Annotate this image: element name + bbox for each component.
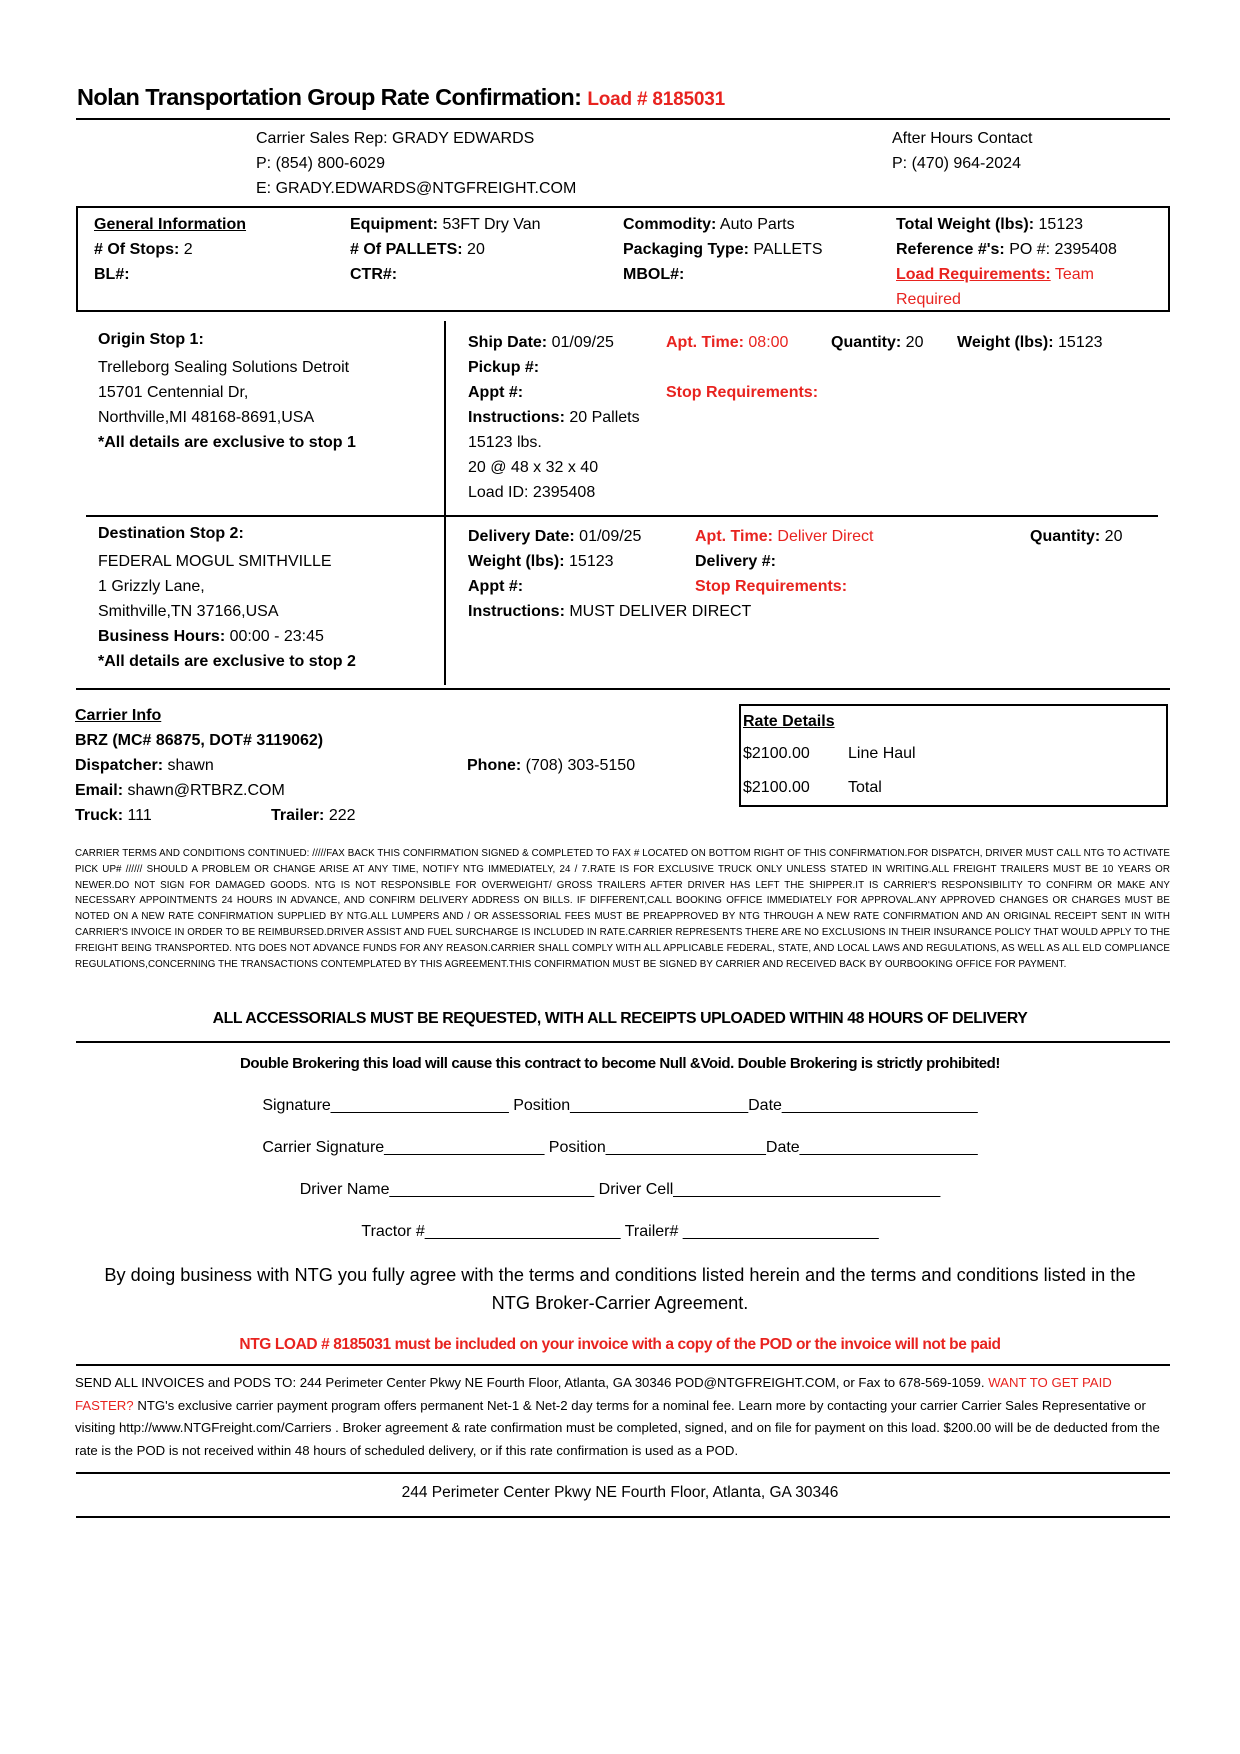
truck bbox=[75, 807, 152, 825]
load-requirements-value: Team bbox=[1054, 266, 1094, 283]
sales-phone: P: (854) 800-6029 bbox=[256, 155, 385, 172]
rate-label-line-haul: Line Haul bbox=[848, 745, 916, 762]
carrier-email bbox=[75, 782, 285, 800]
rate-details-heading: Rate Details bbox=[743, 713, 835, 730]
reference bbox=[896, 241, 1117, 259]
footer-bottom-divider bbox=[76, 1516, 1170, 1518]
carrier-email-label: Email: bbox=[75, 782, 124, 799]
rate-label-total: Total bbox=[848, 779, 882, 796]
delivery-number-label: Delivery #: bbox=[695, 553, 776, 570]
packaging-value: PALLETS bbox=[753, 241, 823, 258]
destination-apt-time bbox=[695, 528, 873, 546]
reference-label: Reference #'s: bbox=[896, 241, 1005, 258]
pallets-label: # Of PALLETS: bbox=[350, 241, 463, 258]
total-weight-label: Total Weight (lbs): bbox=[896, 216, 1035, 233]
origin-instructions-line4: Load ID: 2395408 bbox=[468, 484, 596, 501]
origin-stop-requirements: Stop Requirements: bbox=[666, 384, 819, 401]
origin-appt-label: Appt #: bbox=[468, 384, 524, 401]
destination-address2: Smithville,TN 37166,USA bbox=[98, 603, 279, 620]
origin-apt-time bbox=[666, 334, 788, 352]
origin-quantity bbox=[831, 334, 923, 352]
origin-weight-value: 15123 bbox=[1058, 334, 1103, 351]
total-weight bbox=[896, 216, 1083, 234]
total-weight-value: 15123 bbox=[1038, 216, 1084, 233]
carrier-phone-label: Phone: bbox=[467, 757, 522, 774]
business-hours-label: Business Hours: bbox=[98, 628, 226, 645]
equipment bbox=[350, 216, 541, 234]
mbol-label: MBOL#: bbox=[623, 266, 685, 283]
stops-column-divider bbox=[444, 321, 446, 685]
stops-count bbox=[94, 241, 193, 259]
equipment-value: 53FT Dry Van bbox=[442, 216, 541, 233]
footer-address: 244 Perimeter Center Pkwy NE Fourth Floor, Atlanta, GA 30346 bbox=[401, 1484, 839, 1501]
invoice-instructions bbox=[75, 1372, 1170, 1462]
double-brokering-notice: Double Brokering this load will cause this contract to become Null &Void. Double Brokering is strictly prohibited! bbox=[239, 1055, 1001, 1072]
origin-instructions-line3: 20 @ 48 x 32 x 40 bbox=[468, 459, 599, 476]
delivery-date-value: 01/09/25 bbox=[579, 528, 642, 545]
rate-amount-total: $2100.00 bbox=[743, 779, 810, 796]
origin-instructions-line2: 15123 lbs. bbox=[468, 434, 542, 451]
carrier-email-value: shawn@RTBRZ.COM bbox=[127, 782, 285, 799]
origin-address1: 15701 Centennial Dr, bbox=[98, 384, 249, 401]
carrier-id: BRZ (MC# 86875, DOT# 3119062) bbox=[75, 732, 324, 749]
origin-name: Trelleborg Sealing Solutions Detroit bbox=[98, 359, 350, 376]
sales-email: E: GRADY.EDWARDS@NTGFREIGHT.COM bbox=[256, 180, 577, 197]
load-requirements-value-line2: Required bbox=[896, 291, 961, 308]
destination-instructions-value: MUST DELIVER DIRECT bbox=[569, 603, 752, 620]
destination-apt-time-label: Apt. Time: bbox=[695, 528, 773, 545]
after-hours-phone: P: (470) 964-2024 bbox=[892, 155, 1021, 172]
signature-line[interactable]: Signature____________________ Position____________________Date______________________ bbox=[262, 1097, 978, 1114]
origin-address2: Northville,MI 48168-8691,USA bbox=[98, 409, 315, 426]
stops-value: 2 bbox=[183, 241, 193, 258]
dispatcher bbox=[75, 757, 214, 775]
general-info-heading: General Information bbox=[94, 216, 247, 233]
trailer-label: Trailer: bbox=[271, 807, 325, 824]
carrier-phone-value: (708) 303-5150 bbox=[525, 757, 636, 774]
commodity bbox=[623, 216, 795, 234]
title-divider bbox=[76, 118, 1170, 120]
destination-weight-value: 15123 bbox=[569, 553, 614, 570]
destination-address1: 1 Grizzly Lane, bbox=[98, 578, 205, 595]
page-title bbox=[77, 84, 725, 111]
load-number: Load # 8185031 bbox=[587, 89, 725, 110]
load-requirements bbox=[896, 266, 1094, 284]
rate-amount-line-haul: $2100.00 bbox=[743, 745, 810, 762]
delivery-date bbox=[468, 528, 641, 546]
dispatcher-label: Dispatcher: bbox=[75, 757, 164, 774]
stops-label: # Of Stops: bbox=[94, 241, 180, 258]
commodity-value: Auto Parts bbox=[719, 216, 795, 233]
origin-instructions bbox=[468, 409, 640, 427]
send-invoices-text: SEND ALL INVOICES and PODS TO: 244 Perimeter Center Pkwy NE Fourth Floor, Atlanta, GA 30346 POD@NTGFREIGHT.COM, or Fax to 678-569-1059. bbox=[75, 1375, 985, 1390]
destination-quantity-label: Quantity: bbox=[1030, 528, 1101, 545]
accessorials-notice: ALL ACCESSORIALS MUST BE REQUESTED, WITH ALL RECEIPTS UPLOADED WITHIN 48 HOURS OF DELIVERY bbox=[212, 1010, 1028, 1027]
tractor-trailer-line[interactable]: Tractor #______________________ Trailer# ______________________ bbox=[361, 1223, 879, 1240]
stops-divider bbox=[86, 515, 1158, 517]
destination-quantity bbox=[1030, 528, 1122, 546]
load-requirements-label: Load Requirements: bbox=[896, 266, 1051, 283]
carrier-divider bbox=[76, 688, 1170, 690]
origin-instructions-label: Instructions: bbox=[468, 409, 565, 426]
origin-apt-time-label: Apt. Time: bbox=[666, 334, 744, 351]
ship-date-value: 01/09/25 bbox=[551, 334, 614, 351]
agreement-line2: NTG Broker-Carrier Agreement. bbox=[491, 1293, 749, 1313]
driver-line[interactable]: Driver Name_______________________ Driver Cell______________________________ bbox=[299, 1181, 941, 1198]
destination-weight bbox=[468, 553, 614, 571]
truck-label: Truck: bbox=[75, 807, 124, 824]
destination-instructions bbox=[468, 603, 751, 621]
document-title: Nolan Transportation Group Rate Confirmation: bbox=[77, 84, 582, 110]
origin-weight bbox=[957, 334, 1103, 352]
payment-program-text: NTG's exclusive carrier payment program offers permanent Net-1 & Net-2 day terms for a nominal fee. Learn more by contacting your carrier Carrier Sales Representative or visiting http://www.NTGFreight.com/Carriers . Broker agreement & rate confirmation must be completed, signed, and on file for payment on this load. $200.00 will be de deducted from the rate is the POD is not received within 48 hours of scheduled delivery, or if this rate confirmation is used as a POD. bbox=[75, 1397, 1160, 1458]
ship-date bbox=[468, 334, 614, 352]
packaging-label: Packaging Type: bbox=[623, 241, 749, 258]
reference-value: PO #: 2395408 bbox=[1009, 241, 1117, 258]
business-hours-value: 00:00 - 23:45 bbox=[229, 628, 324, 645]
origin-weight-label: Weight (lbs): bbox=[957, 334, 1054, 351]
destination-apt-time-value: Deliver Direct bbox=[777, 528, 874, 545]
origin-quantity-value: 20 bbox=[905, 334, 924, 351]
origin-exclusive: *All details are exclusive to stop 1 bbox=[98, 434, 356, 451]
destination-instructions-label: Instructions: bbox=[468, 603, 565, 620]
sales-rep: Carrier Sales Rep: GRADY EDWARDS bbox=[256, 130, 535, 147]
dispatcher-value: shawn bbox=[167, 757, 214, 774]
carrier-heading: Carrier Info bbox=[75, 707, 162, 724]
destination-quantity-value: 20 bbox=[1104, 528, 1123, 545]
destination-heading: Destination Stop 2: bbox=[98, 525, 244, 542]
pallets bbox=[350, 241, 485, 259]
agreement-line1: By doing business with NTG you fully agree with the terms and conditions listed herein and the terms and conditions listed in the bbox=[104, 1265, 1136, 1285]
destination-weight-label: Weight (lbs): bbox=[468, 553, 565, 570]
commodity-label: Commodity: bbox=[623, 216, 717, 233]
terms-and-conditions: CARRIER TERMS AND CONDITIONS CONTINUED: /////FAX BACK THIS CONFIRMATION SIGNED & COMPLETED TO FAX # LOCATED ON BOTTOM RIGHT OF THIS CONFIRMATION.FOR DISPATCH, DRIVER MUST CALL NTG TO ACTIVATE PICK UP# ////// SHOULD A PROBLEM OR CHANGE ARISE AT ANY TIME, NOTIFY NTG IMMEDIATELY, 24 / 7.RATE IS FOR EXCLUSIVE TRUCK ONLY UNLESS STATED IN WRITING.ALL FREIGHT TRAILERS MUST BE 10 YEARS OR NEWER.DO NOT SIGN FOR DAMAGED GOODS. NTG IS NOT RESPONSIBLE FOR OVERWEIGHT/ GROSS TRAILERS AFTER DRIVER HAS LEFT THE SHIPPER.IT IS CARRIER'S RESPONSIBILITY TO CONFIRM OR MAKE ANY NECESSARY APPOINTMENTS 24 HOURS IN ADVANCE, AND CONFIRM DELIVERY ADDRESS ON BILLS. IF DIFFERENT,CALL BOOKING OFFICE IMMEDIATELY FOR APPROVAL.ANY APPROVED CHANGES OR CHARGES MUST BE NOTED ON A NEW RATE CONFIRMATION SUPPLIED BY NTG.ALL LUMPERS AND / OR ASSESSORIAL FEES MUST BE PREAPPROVED BY NTG THROUGH A NEW RATE CONFIRMATION AND AN ORIGINAL RECEIPT SENT IN WITH CARRIER'S INVOICE IN ORDER TO BE REIMBURSED.DRIVER ASSIST AND FUEL SURCHARGE IS INCLUDED IN RATE.CARRIER REPRESENTS THERE ARE NO EXCLUSIONS IN THEIR INSURANCE POLICY THAT WOULD APPLY TO THE FREIGHT BEING TRANSPORTED. NTG DOES NOT ADVANCE FUNDS FOR ANY REASON.CARRIER SHALL COMPLY WITH ALL APPLICABLE FEDERAL, STATE, AND LOCAL LAWS AND REGULATIONS, AS WELL AS ALL ELD COMPLIANCE REGULATIONS,CONCERNING THE TRANSACTIONS CONTEMPLATED BY THIS AGREEMENT.THIS CONFIRMATION MUST BE SIGNED BY CARRIER AND RECEIVED BACK BY OURBOOKING OFFICE FOR PAYMENT. bbox=[75, 848, 1170, 970]
footer-top-divider bbox=[76, 1364, 1170, 1366]
destination-exclusive: *All details are exclusive to stop 2 bbox=[98, 653, 356, 670]
pickup-label: Pickup #: bbox=[468, 359, 540, 376]
footer-middle-divider bbox=[76, 1472, 1170, 1474]
delivery-date-label: Delivery Date: bbox=[468, 528, 575, 545]
packaging bbox=[623, 241, 823, 259]
origin-quantity-label: Quantity: bbox=[831, 334, 902, 351]
equipment-label: Equipment: bbox=[350, 216, 438, 233]
destination-stop-requirements: Stop Requirements: bbox=[695, 578, 848, 595]
notice-divider bbox=[76, 1041, 1170, 1043]
invoice-notice: NTG LOAD # 8185031 must be included on your invoice with a copy of the POD or the invoice will not be paid bbox=[239, 1336, 1001, 1353]
truck-value: 111 bbox=[127, 807, 152, 824]
ctr-label: CTR#: bbox=[350, 266, 398, 283]
ship-date-label: Ship Date: bbox=[468, 334, 548, 351]
trailer-value: 222 bbox=[328, 807, 356, 824]
trailer bbox=[271, 807, 356, 825]
origin-apt-time-value: 08:00 bbox=[748, 334, 789, 351]
business-hours bbox=[98, 628, 324, 646]
destination-appt-label: Appt #: bbox=[468, 578, 524, 595]
origin-instructions-value: 20 Pallets bbox=[569, 409, 640, 426]
carrier-phone bbox=[467, 757, 635, 775]
pallets-value: 20 bbox=[467, 241, 485, 258]
carrier-signature-line[interactable]: Carrier Signature__________________ Position__________________Date____________________ bbox=[262, 1139, 978, 1156]
after-hours-label: After Hours Contact bbox=[892, 130, 1033, 147]
bl-label: BL#: bbox=[94, 266, 130, 283]
paid-faster-text: WANT TO GET PAID FASTER? bbox=[75, 1375, 1112, 1413]
origin-heading: Origin Stop 1: bbox=[98, 331, 204, 348]
destination-name: FEDERAL MOGUL SMITHVILLE bbox=[98, 553, 332, 570]
